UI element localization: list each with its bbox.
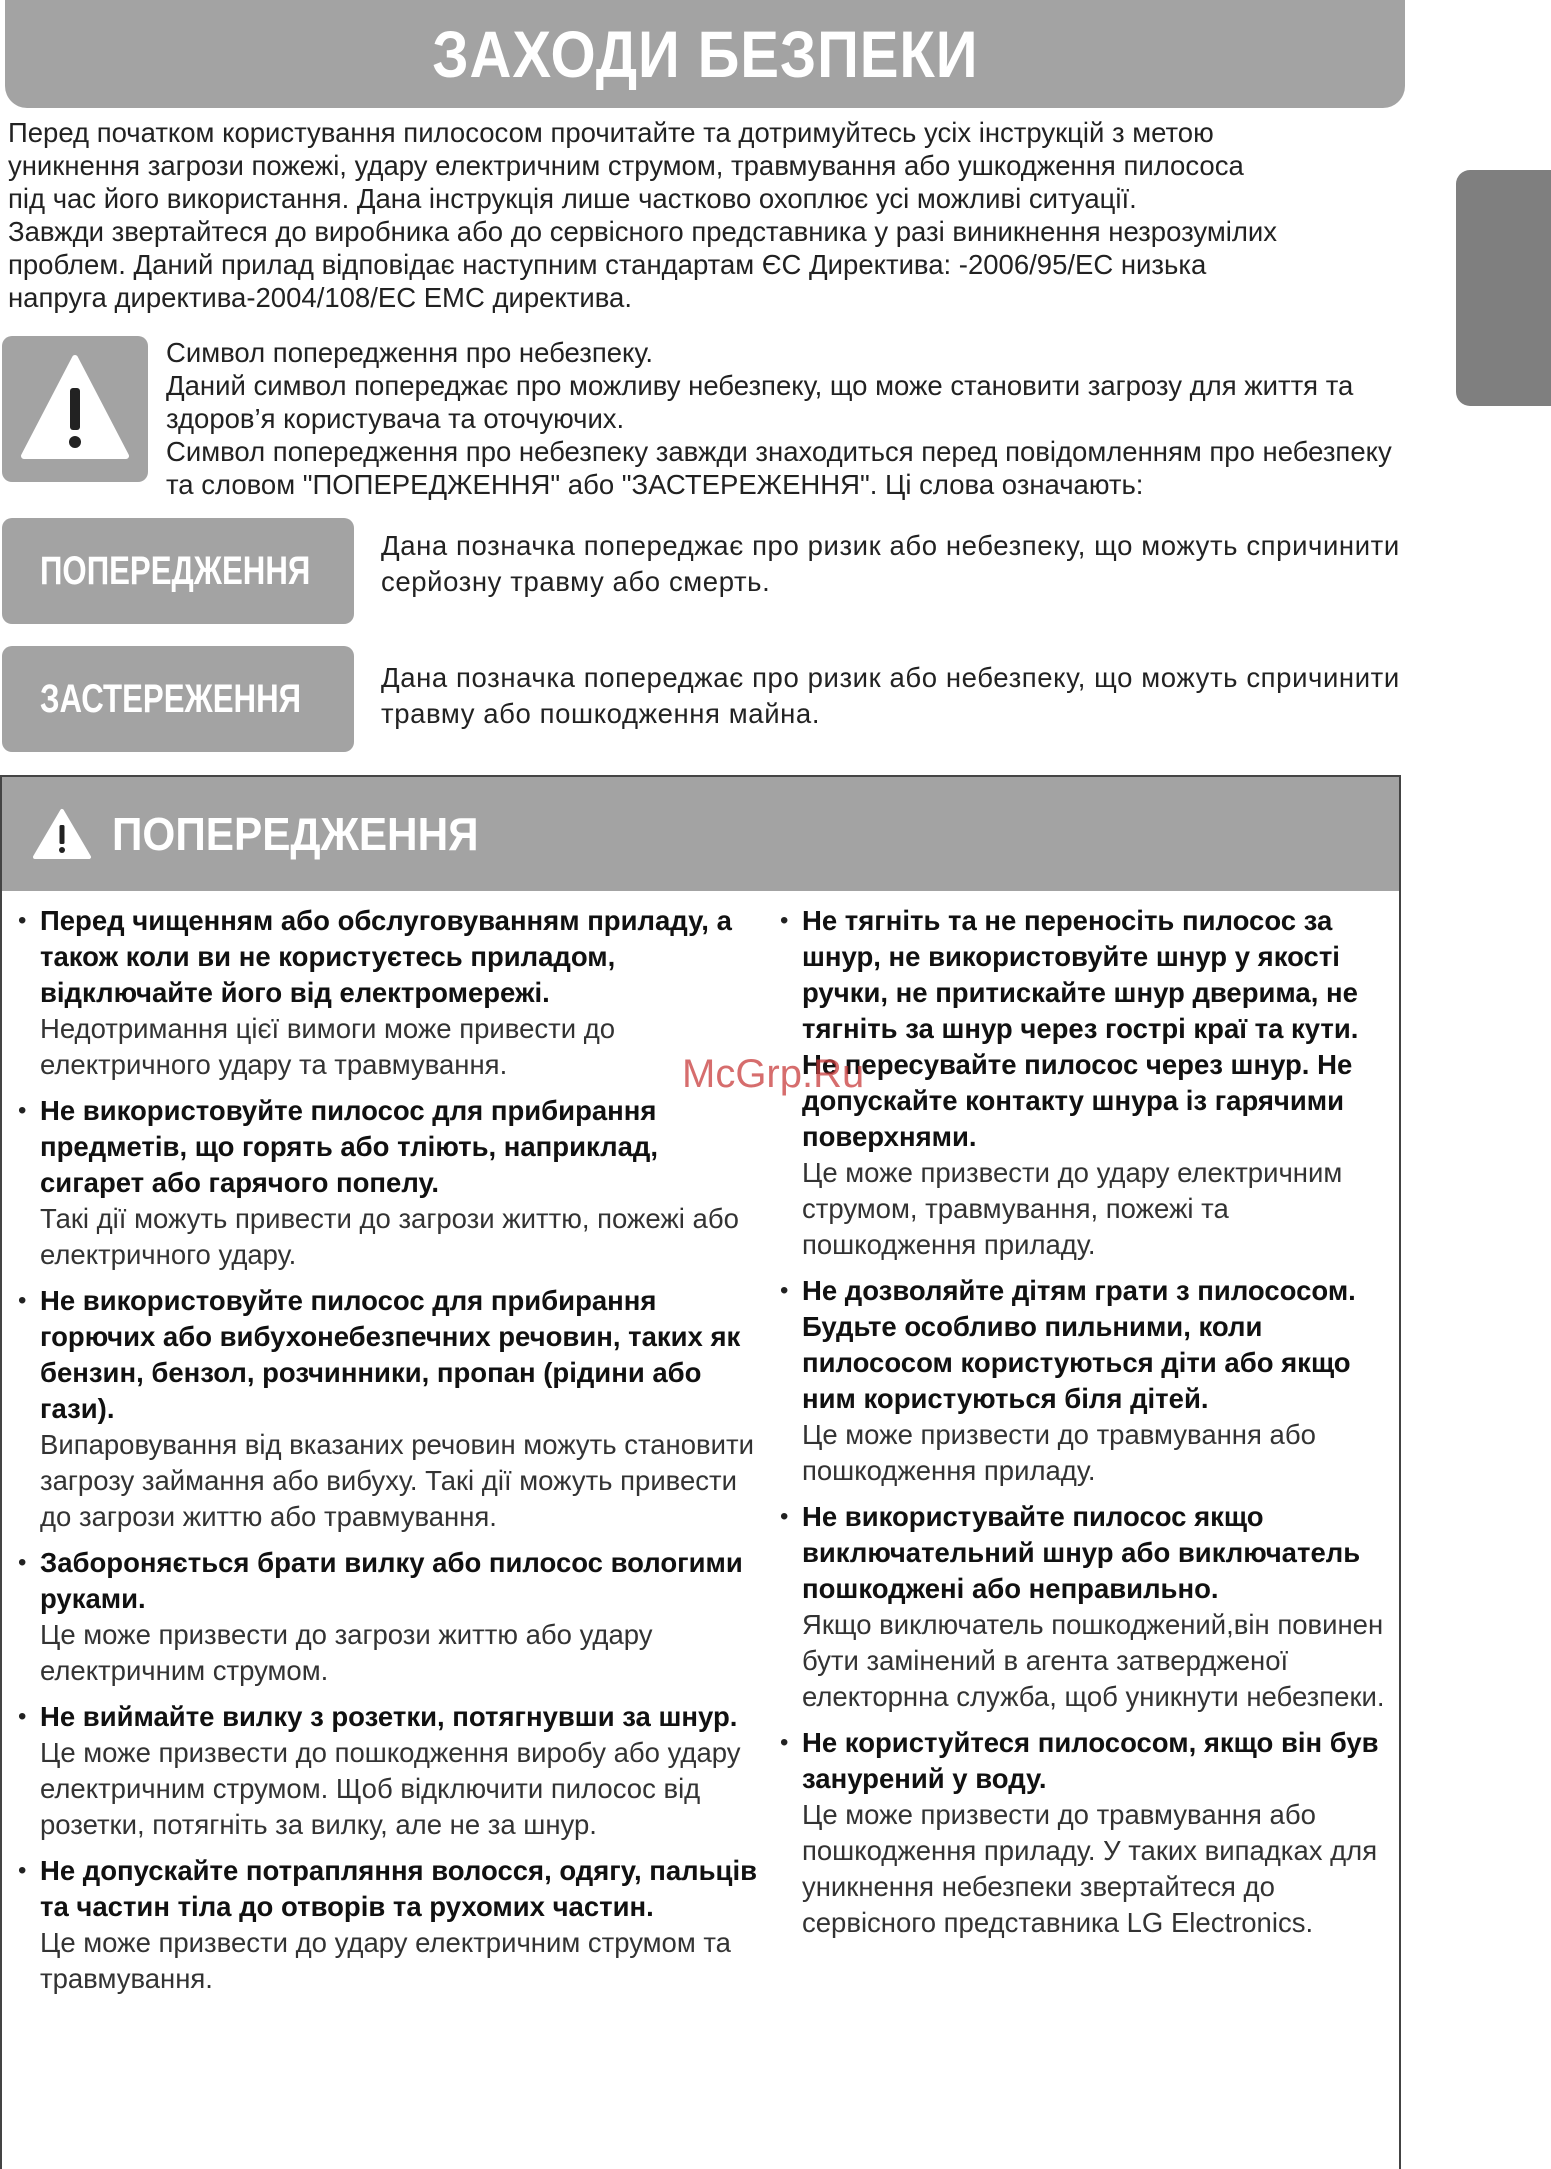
- watermark: McGrp.Ru: [682, 1052, 865, 1096]
- warning-item: [18, 1283, 758, 1535]
- warning-section: [0, 775, 1401, 2169]
- warning-item: [780, 1725, 1400, 1941]
- warning-item-text: Це може призвести до травмування або пошкодження приладу. У таких випадках для уникнення небезпеки звертайтеся до сервісного представника LG Electronics.: [802, 1799, 1378, 1938]
- warning-item-bold: • Не тягніть та не переносіть пилосос за шнур, не використовуйте шнур у якості ручки, не притискайте шнур дверима, не тягніть за шнур через гострі краї та кути. Не пересувайте пилосос через шнур. Не допускайте контакту шнура із гарячими поверхнями.: [802, 905, 1359, 1152]
- symbol-line: Символ попередження про небезпеку.: [166, 337, 653, 368]
- side-tab: [1456, 170, 1551, 406]
- warning-item-bold: • Не використовуйте пилосос для прибирання предметів, що горять або тліють, наприклад, сигарет або гарячого попелу.: [40, 1095, 658, 1198]
- warning-item: [18, 903, 758, 1083]
- warning-item: [18, 1093, 758, 1273]
- warning-triangle-icon: [32, 807, 92, 861]
- warning-symbol-box: [2, 336, 148, 482]
- caution-label-box: [2, 646, 354, 752]
- warning-item-bold: • Не використовуйте пилосос для прибирання горючих або вибухонебезпечних речовин, таких як бензин, бензол, розчинники, пропан (рідини або гази).: [40, 1285, 741, 1424]
- warning-item: [18, 1699, 758, 1843]
- warning-label: ПОПЕРЕДЖЕННЯ: [40, 548, 311, 593]
- warning-item-text: Такі дії можуть привести до загрози життю, пожежі або електричного удару.: [40, 1203, 739, 1270]
- warning-item-bold: • Не виймайте вилку з розетки, потягнувши за шнур.: [40, 1701, 738, 1732]
- intro-text: Перед початком користування пилососом прочитайте та дотримуйтесь усіх інструкцій з метою уникнення загрози пожежі, удару електричним струмом, травмування або ушкодження пилососа під час його використання. Дана інструкція лише частково охоплює усі можливі ситуації. Завжди звертайтеся до виробника або до сервісного представника у разі виникнення незрозумілих проблем. Даний прилад відповідає наступним стандартам ЄС Директива: -2006/95/EC низька напруга директива-2004/108/EC EMC директива.: [8, 117, 1277, 313]
- caution-label-desc: Дана позначка попереджає про ризик або небезпеку, що можуть спричинити травму або пошкодження майна.: [381, 662, 1400, 729]
- warning-item: [780, 1499, 1400, 1715]
- warning-item-text: Недотримання цієї вимоги може привести до електричного удару та травмування.: [40, 1013, 616, 1080]
- page-title: ЗАХОДИ БЕЗПЕКИ: [431, 17, 979, 91]
- warning-item-text: Випаровування від вказаних речовин можуть становити загрозу займання або вибуху. Такі дії можуть привести до загрози життю або травмування.: [40, 1429, 754, 1532]
- warning-item-text: Це може призвести до загрози життю або удару електричним струмом.: [40, 1619, 653, 1686]
- warning-item-bold: • Забороняється брати вилку або пилосос вологими руками.: [40, 1547, 743, 1614]
- warning-label-desc: Дана позначка попереджає про ризик або небезпеку, що можуть спричинити серйозну травму або смерть.: [381, 530, 1400, 597]
- warning-item-bold: • Не допускайте потрапляння волосся, одягу, пальців та частин тіла до отворів та рухомих частин.: [40, 1855, 757, 1922]
- warning-item: [18, 1545, 758, 1689]
- warning-right-column: [780, 903, 1400, 1951]
- warning-section-header: [2, 777, 1399, 891]
- warning-left-column: [18, 903, 758, 2007]
- warning-item-text: Це може призвести до травмування або пошкодження приладу.: [802, 1419, 1316, 1486]
- title-banner: [5, 0, 1405, 108]
- warning-item-bold: • Не користуйтеся пилососом, якщо він був занурений у воду.: [802, 1727, 1379, 1794]
- symbol-description: [166, 336, 1416, 501]
- warning-item-bold: • Не дозволяйте дітям грати з пилососом. Будьте особливо пильними, коли пилососом користуються діти або якщо ним користуються біля дітей.: [802, 1275, 1356, 1414]
- warning-item-bold: • Не використувайте пилосос якщо виключательний шнур або виключатель пошкоджені або неправильно.: [802, 1501, 1361, 1604]
- warning-section-title: ПОПЕРЕДЖЕННЯ: [112, 808, 479, 860]
- warning-item-text: Це може призвести до пошкодження виробу або удару електричним струмом. Щоб відключити пилосос від розетки, потягніть за вилку, але не за шнур.: [40, 1737, 741, 1840]
- symbol-line: Символ попередження про небезпеку завжди знаходиться перед повідомленням про небезпеку та словом "ПОПЕРЕДЖЕННЯ" або "ЗАСТЕРЕЖЕННЯ". Ці слова означають:: [166, 436, 1392, 500]
- warning-item-text: Це може призвести до удару електричним струмом, травмування, пожежі та пошкодження приладу.: [802, 1157, 1343, 1260]
- warning-label-box: [2, 518, 354, 624]
- warning-item-text: Якщо виключатель пошкоджений,він повинен бути замінений в агента затвердженої електорнна служба, щоб уникнути небезпеки.: [802, 1609, 1385, 1712]
- symbol-line: Даний символ попереджає про можливу небезпеку, що може становити загрозу для життя та здоров’я користувача та оточуючих.: [166, 370, 1354, 434]
- warning-item-text: Це може призвести до удару електричним струмом та травмування.: [40, 1927, 731, 1994]
- warning-item-bold: • Перед чищенням або обслуговуванням приладу, а також коли ви не користуєтесь приладом, відключайте його від електромережі.: [40, 905, 732, 1008]
- warning-item: [780, 903, 1400, 1263]
- warning-item: [18, 1853, 758, 1997]
- caution-label: ЗАСТЕРЕЖЕННЯ: [40, 676, 302, 721]
- warning-item: [780, 1273, 1400, 1489]
- warning-triangle-icon: [2, 336, 148, 482]
